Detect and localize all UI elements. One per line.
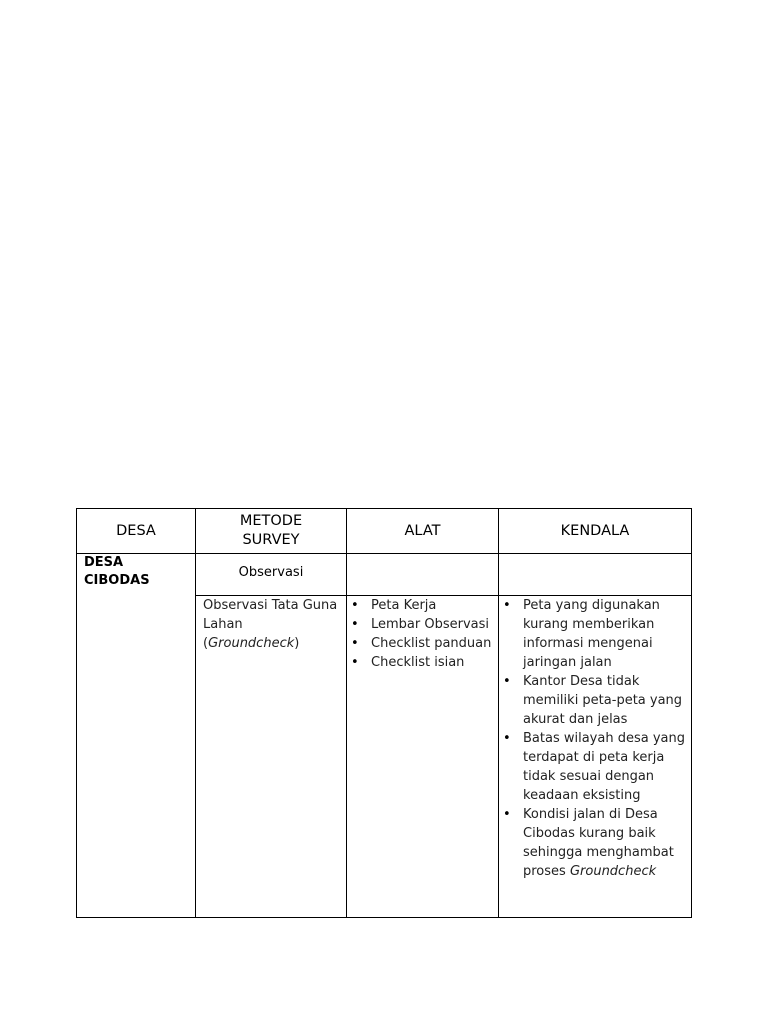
metode-label: Observasi bbox=[238, 565, 304, 580]
desa-name: DESA CIBODAS bbox=[84, 555, 150, 588]
list-item: • Peta yang digunakan kurang memberikan informasi mengenai jaringan jalan bbox=[523, 596, 691, 672]
table-header-row bbox=[77, 509, 692, 554]
list-item: • Lembar Observasi bbox=[371, 615, 498, 634]
list-item bbox=[523, 805, 691, 881]
table-row bbox=[77, 554, 692, 596]
survey-table bbox=[76, 508, 692, 918]
alat-list bbox=[347, 596, 498, 672]
observasi-text bbox=[196, 596, 346, 653]
list-item: • Kantor Desa tidak memiliki peta-peta yang akurat dan jelas bbox=[523, 672, 691, 729]
header-desa: DESA bbox=[77, 509, 196, 554]
alat-empty-cell bbox=[347, 554, 499, 596]
observasi-text-italic: Groundcheck bbox=[208, 636, 295, 651]
observasi-cell bbox=[196, 596, 347, 918]
observasi-text-suffix: ) bbox=[294, 636, 300, 651]
kendala-list bbox=[499, 596, 691, 881]
desa-cell bbox=[77, 554, 196, 918]
header-metode-text: METODE SURVEY bbox=[239, 513, 303, 548]
kendala-last-italic: Groundcheck bbox=[569, 864, 657, 879]
header-metode-survey bbox=[196, 509, 347, 554]
header-kendala: KENDALA bbox=[499, 509, 692, 554]
list-item: • Checklist panduan bbox=[371, 634, 498, 653]
list-item: • Peta Kerja bbox=[371, 596, 498, 615]
kendala-last-text: Kondisi jalan di Desa Cibodas kurang baik sehingga menghambat proses bbox=[523, 807, 674, 879]
list-item: • Batas wilayah desa yang terdapat di peta kerja tidak sesuai dengan keadaan eksisting bbox=[523, 729, 691, 805]
metode-label-cell bbox=[196, 554, 347, 596]
observasi-text-main: Observasi Tata Guna Lahan ( bbox=[203, 598, 338, 651]
list-item: • Checklist isian bbox=[371, 653, 498, 672]
alat-cell bbox=[347, 596, 499, 918]
kendala-empty-cell bbox=[499, 554, 692, 596]
header-alat: ALAT bbox=[347, 509, 499, 554]
kendala-cell bbox=[499, 596, 692, 918]
